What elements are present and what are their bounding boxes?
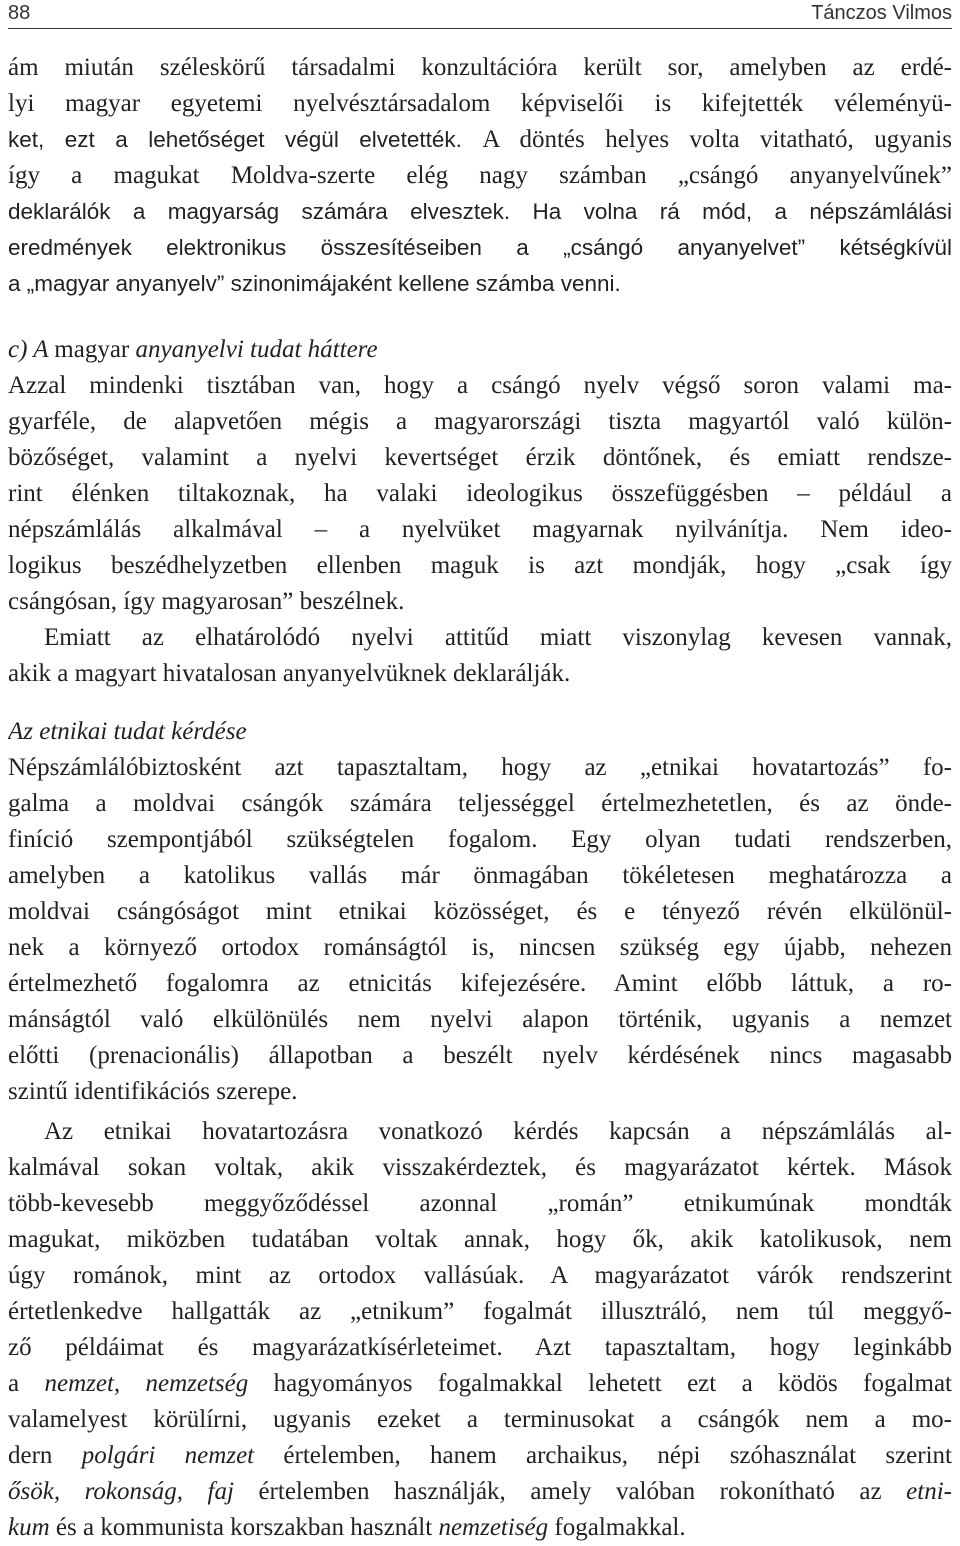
text-line: Emiatt az elhatárolódó nyelvi attitűd miatt viszonylag kevesen vannak, — [44, 624, 952, 651]
paragraph-2 — [8, 368, 952, 620]
italic-term: etni- — [906, 1478, 952, 1505]
italic-term: nemzet, nemzetség — [44, 1370, 249, 1397]
text-line: galma a moldvai csángók számára teljességgel értelmezhetetlen, és az önde- — [8, 790, 952, 817]
paragraph-4 — [8, 750, 952, 1110]
text-span: értelemben, hanem archaikus, népi szóhasználat szerint — [254, 1442, 952, 1469]
text-span: hagyományos fogalmakkal lehetett ezt a ködös fogalmat — [248, 1370, 952, 1397]
page-body — [8, 50, 952, 1546]
text-line: ző példáimat és magyarázatkísérleteimet. Azt tapasztaltam, hogy leginkább — [8, 1334, 952, 1361]
text-span: értelemben használják, amely valóban rokonítható az — [233, 1478, 907, 1505]
text-line: népszámlálás alkalmával – a nyelvüket magyarnak nyilvánítja. Nem ideo- — [8, 516, 952, 543]
text-line — [8, 194, 952, 230]
section-heading-ethnic — [8, 714, 952, 750]
italic-term: ősök, rokonság, faj — [8, 1478, 234, 1505]
italic-term: nemzetiség — [438, 1514, 549, 1541]
text-span: ket, ezt a lehetőséget végül elvetették. — [8, 127, 483, 152]
text-line: szintű identifikációs szerepe. — [8, 1078, 298, 1105]
text-line — [8, 1474, 952, 1510]
text-line — [8, 1366, 952, 1402]
spacer — [8, 302, 952, 332]
running-head-author: Tánczos Vilmos — [811, 2, 952, 24]
text-line: rint élénken tiltakoznak, ha valaki ideologikus összefüggésben – például a — [8, 480, 952, 507]
italic-term: polgári nemzet — [81, 1442, 255, 1469]
text-line: bözőséget, valamint a nyelvi kevertséget érzik döntőnek, és emiatt rendsze- — [8, 444, 952, 471]
text-line: így a magukat Moldva-szerte elég nagy számban „csángó anyanyelvűnek” — [8, 162, 952, 189]
text-line: eredmények elektronikus összesítéseiben a „csángó anyanyelvet” kétségkívül — [8, 235, 952, 260]
paragraph-3 — [8, 620, 952, 692]
text-line: moldvai csángóságot mint etnikai közösséget, és e tényező révén elkülönül- — [8, 898, 952, 925]
paragraph-1 — [8, 50, 952, 302]
text-span: fogalmakkal. — [548, 1514, 686, 1541]
text-line: finíció szempontjából szükségtelen fogalom. Egy olyan tudati rendszerben, — [8, 826, 952, 853]
text-span: deklarálók a magyarság számára elvesztek. — [8, 199, 533, 224]
text-span: dern — [8, 1442, 82, 1469]
text-line — [8, 1510, 952, 1546]
text-line: Azzal mindenki tisztában van, hogy a csángó nyelv végső soron valami ma- — [8, 372, 952, 399]
text-line: úgy románok, mint az ortodox vallásúak. A magyarázatot várók rendszerint — [8, 1262, 952, 1289]
section-heading-c — [8, 332, 952, 368]
heading-prefix: c) A — [8, 336, 55, 363]
spacer — [8, 692, 952, 714]
text-line: kalmával sokan voltak, akik visszakérdeztek, és magyarázatot kértek. Mások — [8, 1154, 952, 1181]
text-line: előtti (prenacionális) állapotban a beszélt nyelv kérdésének nincs magasabb — [8, 1042, 952, 1069]
text-line: mánságtól való elkülönülés nem nyelvi alapon történik, ugyanis a nemzet — [8, 1006, 952, 1033]
heading-middle: magyar — [54, 336, 136, 363]
text-span: Ha volna rá mód, a népszámlálási — [532, 199, 952, 224]
text-line: ám miután széleskörű társadalmi konzultációra került sor, amelyben az erdé- — [8, 54, 952, 81]
text-line: értetlenkedve hallgatták az „etnikum” fogalmát illusztráló, nem túl meggyő- — [8, 1298, 952, 1325]
text-span: és a kommunista korszakban használt — [49, 1514, 439, 1541]
text-line: magukat, miközben tudatában voltak annak, hogy ők, akik katolikusok, nem — [8, 1226, 952, 1253]
text-line: lyi magyar egyetemi nyelvésztársadalom képviselői is kifejtették véleményü- — [8, 90, 952, 117]
text-line: Népszámlálóbiztosként azt tapasztaltam, hogy az „etnikai hovatartozás” fo- — [8, 754, 952, 781]
running-header — [8, 0, 952, 29]
text-line — [8, 1438, 952, 1474]
italic-term: kum — [8, 1514, 50, 1541]
text-line — [8, 122, 952, 158]
text-line: csángósan, így magyarosan” beszélnek. — [8, 588, 405, 615]
heading-text: Az etnikai tudat kérdése — [8, 718, 247, 745]
text-span: A döntés helyes volta vitatható, ugyanis — [482, 126, 952, 153]
text-line: akik a magyart hivatalosan anyanyelvüknek deklarálják. — [8, 660, 571, 687]
text-line: valamelyest körülírni, ugyanis ezeket a terminusokat a csángók nem a mo- — [8, 1406, 952, 1433]
text-line: amelyben a katolikus vallás már önmagában tökéletesen meghatározza a — [8, 862, 952, 889]
text-line: Az etnikai hovatartozásra vonatkozó kérdés kapcsán a népszámlálás al- — [44, 1118, 952, 1145]
text-line: a „magyar anyanyelv” szinonimájaként kellene számba venni. — [8, 271, 621, 296]
paragraph-5 — [8, 1114, 952, 1546]
text-line: értelmezhető fogalomra az etnicitás kifejezésére. Amint előbb láttuk, a ro- — [8, 970, 952, 997]
page-number: 88 — [8, 2, 31, 24]
text-line: több-kevesebb meggyőződéssel azonnal „román” etnikumúnak mondták — [8, 1190, 952, 1217]
heading-suffix: anyanyelvi tudat háttere — [135, 336, 378, 363]
text-line: gyarféle, de alapvetően mégis a magyarországi tiszta magyartól való külön- — [8, 408, 952, 435]
text-span: a — [8, 1370, 45, 1397]
text-line: logikus beszédhelyzetben ellenben maguk is azt mondják, hogy „csak így — [8, 552, 952, 579]
text-line: nek a környező ortodox románságtól is, nincsen szükség egy újabb, nehezen — [8, 934, 952, 961]
